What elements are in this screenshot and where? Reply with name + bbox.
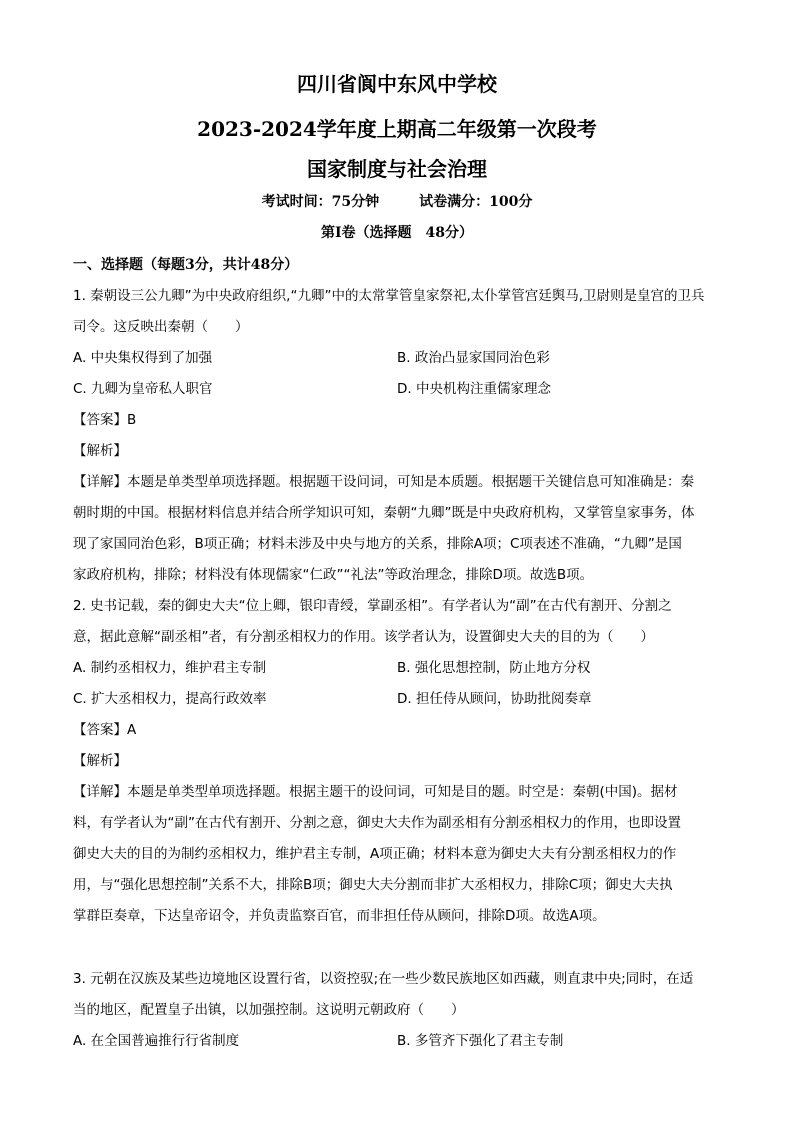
exam-title: 2023-2024学年度上期高二年级第一次段考 (197, 117, 597, 141)
option-b: B. 强化思想控制，防止地方分权 (397, 660, 591, 676)
options-row (73, 374, 721, 405)
options-row (73, 1026, 721, 1057)
volume-heading: 第I卷（选择题 48分） (320, 225, 474, 241)
option-c: C. 扩大丞相权力，提高行政效率 (73, 691, 267, 707)
question-1 (73, 281, 721, 591)
question-2 (73, 591, 721, 932)
answer-line: 【答案】A (73, 722, 137, 738)
analysis-label: 【解析】 (73, 753, 127, 769)
option-a: A. 制约丞相权力，维护君主专制 (73, 660, 267, 676)
question-stem-line: 3. 元朝在汉族及某些边境地区设置行省，以资控驭;在一些少数民族地区如西藏，则直隶中央;同时，在适 (73, 971, 694, 987)
school-title: 四川省阆中东风中学校 (297, 72, 497, 96)
question-stem-line: 2. 史书记载，秦的御史大夫“位上卿，银印青绶，掌副丞相”。有学者认为“副”在古代有割开、分割之 (73, 598, 672, 614)
exam-meta (0, 191, 794, 211)
question-stem-line: 当的地区，配置皇子出镇，以加强控制。这说明元朝政府（ ） (73, 1002, 465, 1018)
question-stem-line: 1. 秦朝设三公九卿”为中央政府组织,“九卿”中的太常掌管皇家祭祀,太仆掌管宫廷舆马,卫尉则是皇宫的卫兵 (73, 288, 705, 304)
detail-line: 料，有学者认为“副”在古代有割开、分割之意，御史大夫作为副丞相有分割丞相权力的作用，也即设置 (73, 815, 681, 831)
detail-line: 现了家国同治色彩，B项正确；材料未涉及中央与地方的关系，排除A项；C项表述不准确，“九卿”是国 (73, 536, 682, 552)
question-3 (73, 964, 721, 1057)
detail-line: 朝时期的中国。根据材料信息并结合所学知识可知，秦朝“九卿”既是中央政府机构，又掌管皇家事务，体 (73, 505, 695, 521)
option-c: C. 九卿为皇帝私人职官 (73, 381, 213, 397)
detail-line: 御史大夫的目的为制约丞相权力，维护君主专制，A项正确；材料本意为御史大夫有分割丞相权力的作 (73, 846, 677, 862)
question-stem-line: 意，据此意解“副丞相”者，有分割丞相权力的作用。该学者认为，设置御史大夫的目的为（ ） (73, 629, 654, 645)
option-a: A. 中央集权得到了加强 (73, 350, 213, 366)
options-row (73, 343, 721, 374)
detail-line: 家政府机构，排除；材料没有体现儒家“仁政”“礼法”等政治理念，排除D项。故选B项。 (73, 567, 594, 583)
answer-line: 【答案】B (73, 412, 137, 428)
exam-score: 试卷满分：100分 (419, 194, 533, 210)
subject-title: 国家制度与社会治理 (307, 157, 487, 181)
section-heading: 一、选择题（每题3分，共计48分） (73, 257, 299, 273)
options-row (73, 684, 721, 715)
detail-line: 掌群臣奏章，下达皇帝诏令，并负责监察百官，而非担任侍从顾问，排除D项。故选A项。 (73, 908, 606, 924)
exam-time: 考试时间：75分钟 (261, 194, 380, 210)
option-d: D. 担任侍从顾问，协助批阅奏章 (397, 691, 592, 707)
option-a: A. 在全国普遍推行行省制度 (73, 1033, 240, 1049)
detail-line: 【详解】本题是单类型单项选择题。根据题干设问词，可知是本质题。根据题干关键信息可知准确是：秦 (73, 474, 694, 490)
option-b: B. 多管齐下强化了君主专制 (397, 1033, 564, 1049)
detail-line: 用，与“强化思想控制”关系不大，排除B项；御史大夫分割而非扩大丞相权力，排除C项；御史大夫执 (73, 877, 673, 893)
detail-line: 【详解】本题是单类型单项选择题。根据主题干的设问词，可知是目的题。时空是：秦朝(中国)。据材 (73, 784, 678, 800)
question-stem-line: 司令。这反映出秦朝（ ） (73, 319, 249, 335)
option-b: B. 政治凸显家国同治色彩 (397, 350, 550, 366)
options-row (73, 653, 721, 684)
analysis-label: 【解析】 (73, 443, 127, 459)
option-d: D. 中央机构注重儒家理念 (397, 381, 551, 397)
